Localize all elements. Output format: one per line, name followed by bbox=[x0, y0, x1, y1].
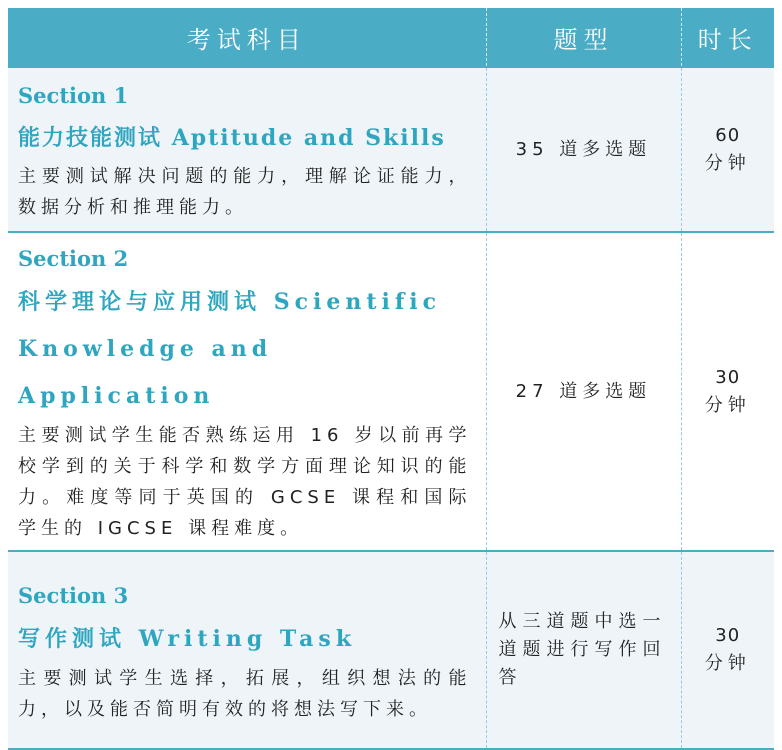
section-name bbox=[18, 279, 472, 420]
type-cell bbox=[486, 67, 681, 232]
section-name-en: Aptitude and Skills bbox=[171, 125, 446, 151]
section-name bbox=[18, 616, 472, 663]
table-header-row bbox=[8, 8, 774, 67]
header-subject: 考试科目 bbox=[8, 8, 486, 67]
duration bbox=[682, 622, 775, 678]
duration bbox=[682, 122, 775, 178]
section-name-cn: 能力技能测试 bbox=[18, 126, 163, 151]
duration-unit: 分钟 bbox=[704, 152, 751, 174]
exam-table bbox=[8, 8, 774, 750]
type-cell bbox=[486, 551, 681, 749]
section-name-cn: 科学理论与应用测试 bbox=[18, 290, 262, 315]
section-name bbox=[18, 116, 472, 161]
section-name-en: Writing Task bbox=[138, 625, 357, 652]
section-description: 主要测试学生能否熟练运用 16 岁以前再学校学到的关于科学和数学方面理论知识的能力。难度等同于英国的 GCSE 课程和国际学生的 IGCSE 课程难度。 bbox=[18, 425, 472, 539]
question-type: 35 道多选题 bbox=[515, 138, 652, 160]
duration-value: 60 bbox=[715, 124, 741, 146]
table-row bbox=[8, 551, 774, 749]
table-row bbox=[8, 232, 774, 551]
duration-value: 30 bbox=[715, 366, 741, 388]
header-type: 题型 bbox=[486, 8, 681, 67]
section-name-en: Scientific Knowledge and Application bbox=[18, 289, 442, 409]
type-cell bbox=[486, 232, 681, 551]
duration-cell bbox=[681, 232, 774, 551]
section-description: 主要测试学生选择，拓展，组织想法的能力，以及能否简明有效的将想法写下来。 bbox=[18, 667, 472, 720]
question-type: 27 道多选题 bbox=[515, 380, 652, 402]
subject-cell bbox=[8, 551, 486, 749]
section-label: Section 2 bbox=[18, 246, 129, 271]
duration-unit: 分钟 bbox=[704, 653, 751, 674]
duration-unit: 分钟 bbox=[704, 394, 751, 416]
duration-cell bbox=[681, 67, 774, 232]
header-duration: 时长 bbox=[681, 8, 774, 67]
duration bbox=[682, 364, 775, 420]
section-label: Section 3 bbox=[18, 582, 129, 608]
section-description: 主要测试解决问题的能力，理解论证能力，数据分析和推理能力。 bbox=[18, 166, 472, 218]
duration-value: 30 bbox=[715, 625, 741, 646]
duration-cell bbox=[681, 551, 774, 749]
exam-table-container bbox=[8, 8, 774, 750]
subject-cell bbox=[8, 232, 486, 551]
table-row bbox=[8, 67, 774, 232]
section-name-cn: 写作测试 bbox=[18, 626, 127, 652]
subject-cell bbox=[8, 67, 486, 232]
question-type: 从三道题中选一道题进行写作回答 bbox=[498, 611, 667, 688]
section-label: Section 1 bbox=[18, 83, 129, 108]
